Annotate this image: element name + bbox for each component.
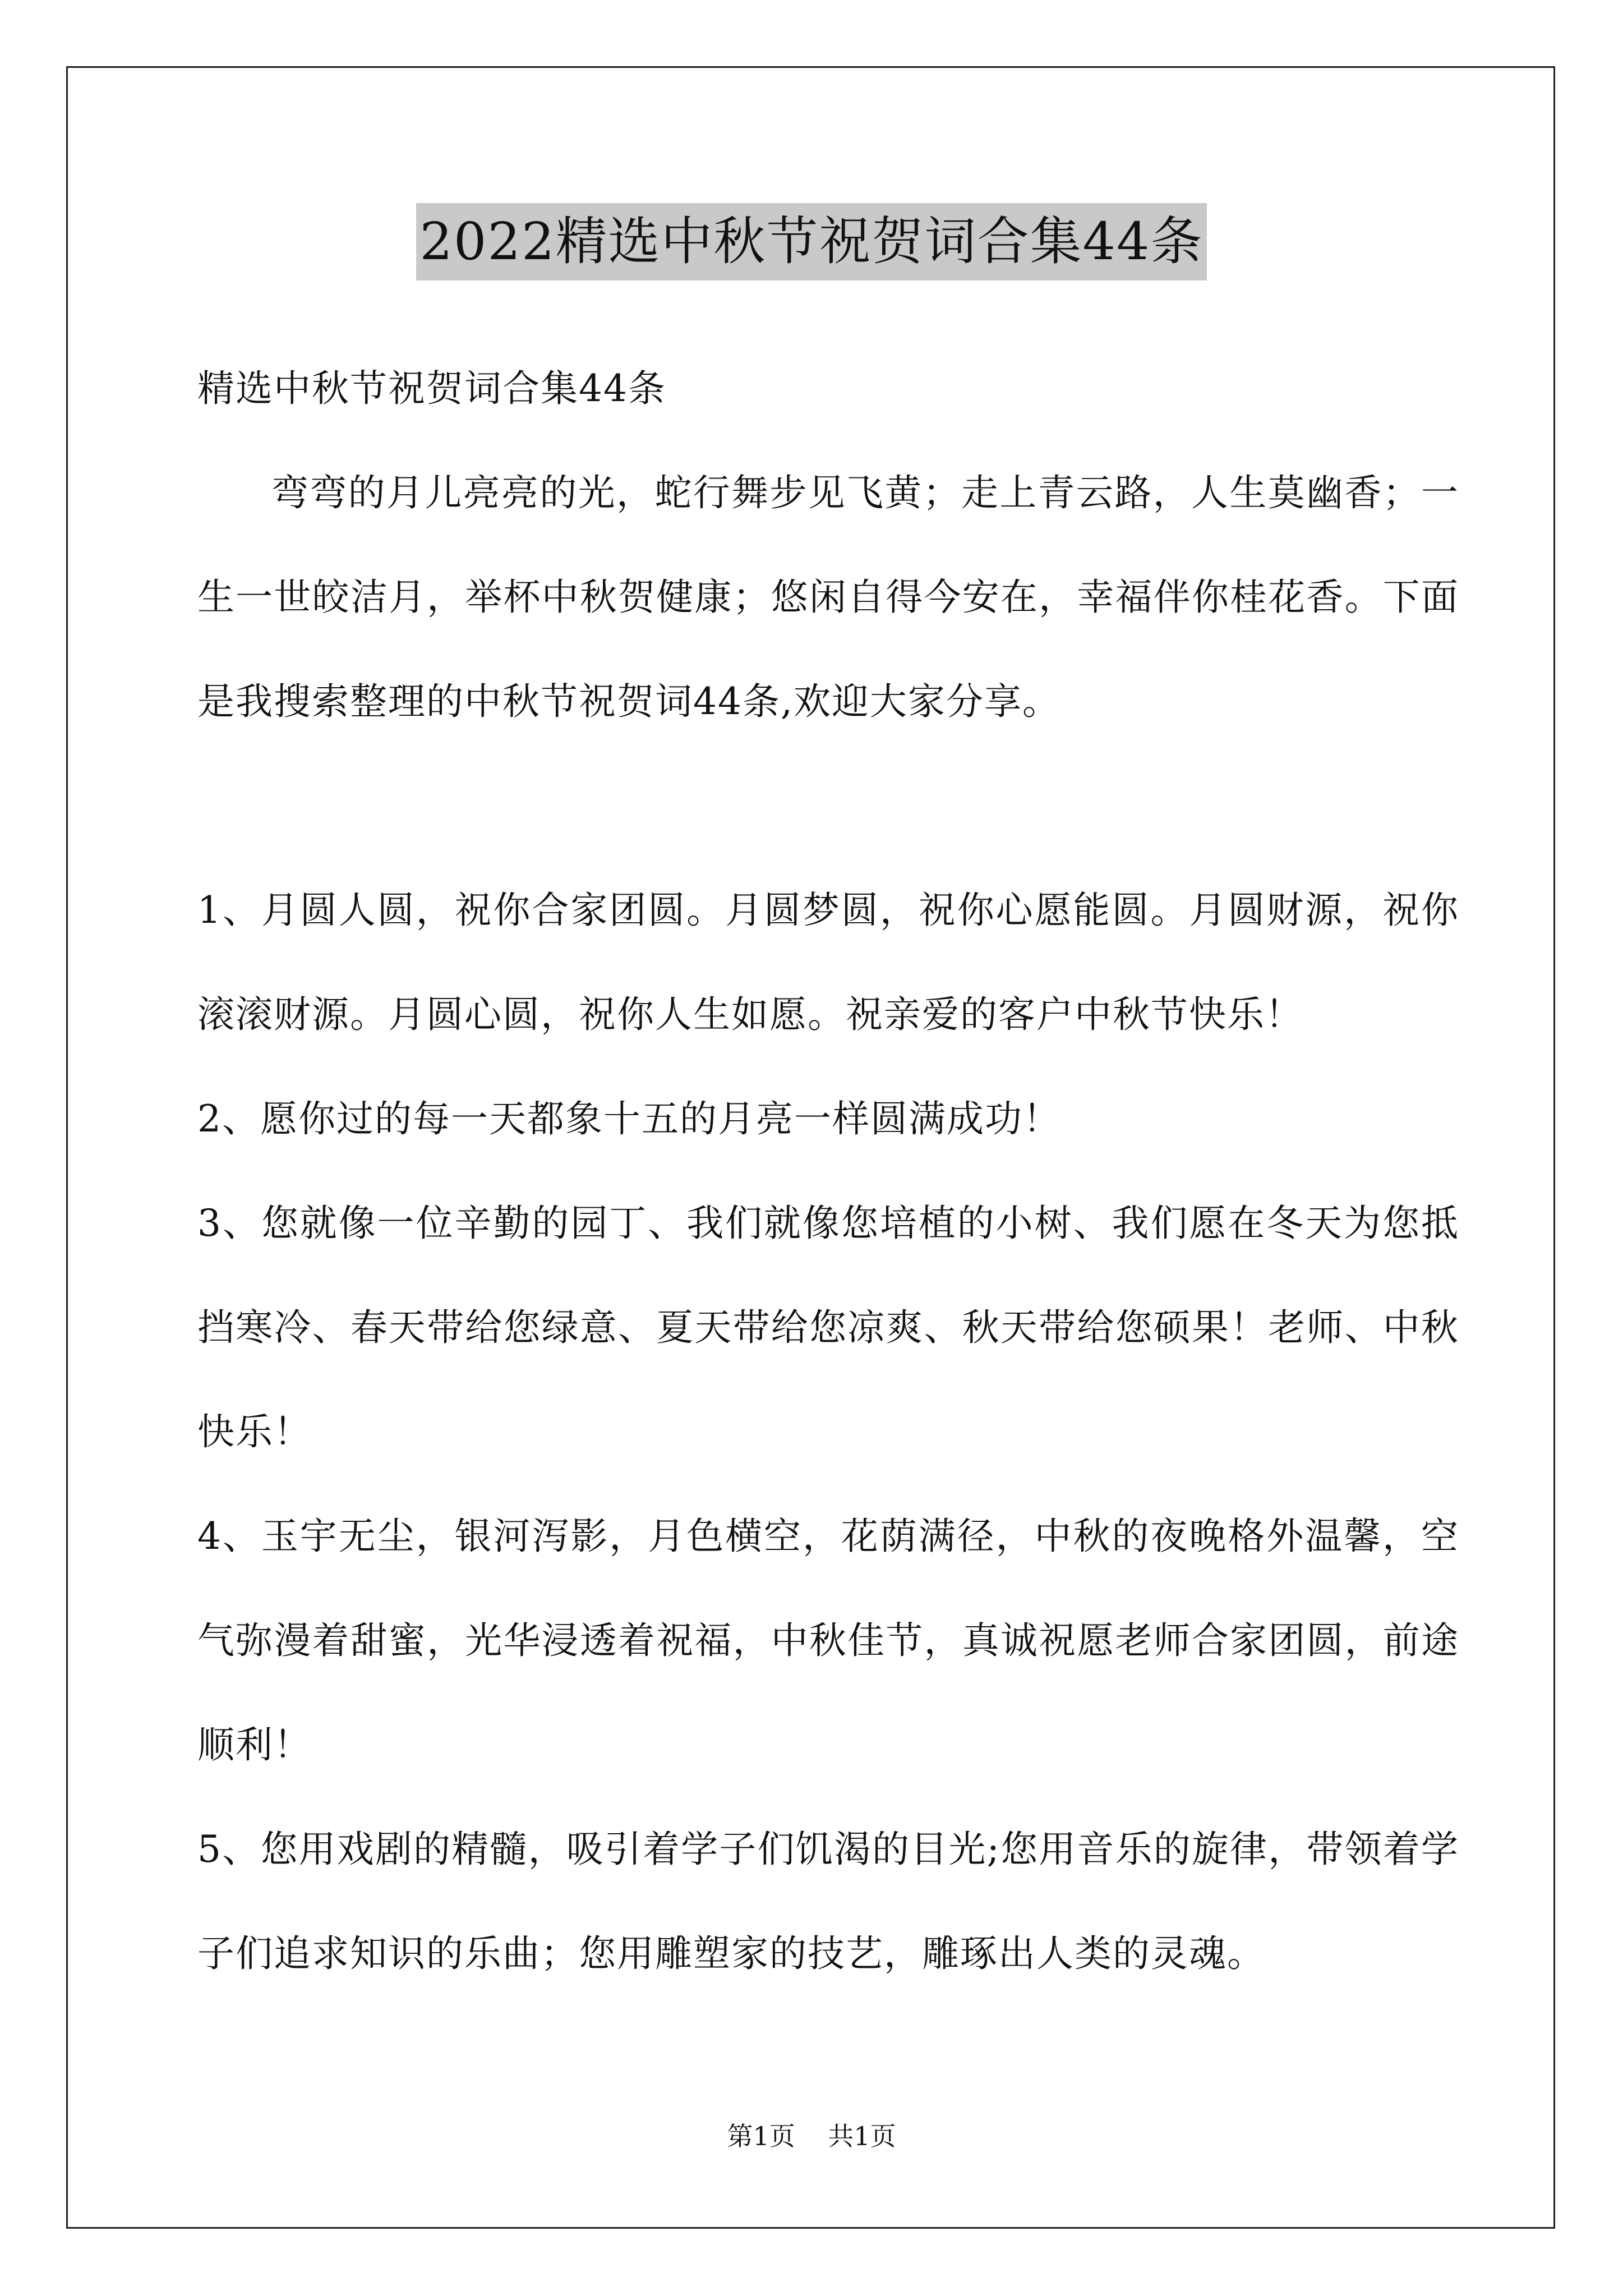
document-body: [197, 337, 1459, 2006]
document-title: 2022精选中秋节祝贺词合集44条: [416, 203, 1206, 280]
paragraph-spacer: [197, 754, 1459, 858]
intro-paragraph: 弯弯的月儿亮亮的光，蛇行舞步见飞黄；走上青云路，人生莫幽香；一生一世皎洁月，举杯中秋贺健康；悠闲自得今安在，幸福伴你桂花香。下面是我搜索整理的中秋节祝贺词44条,欢迎大家分享。: [197, 471, 1459, 723]
page-footer: 第1页 共1页: [727, 2121, 896, 2151]
document-subtitle: 精选中秋节祝贺词合集44条: [197, 367, 666, 410]
greeting-item: 2、愿你过的每一天都象十五的月亮一样圆满成功！: [197, 1097, 1061, 1140]
greeting-item: 1、月圆人圆，祝你合家团圆。月圆梦圆，祝你心愿能圆。月圆财源，祝你滚滚财源。月圆心圆，祝你人生如愿。祝亲爱的客户中秋节快乐！: [197, 889, 1459, 1036]
greeting-item: 4、玉宇无尘，银河泻影，月色横空，花荫满径，中秋的夜晚格外温馨，空气弥漫着甜蜜，光华浸透着祝福，中秋佳节，真诚祝愿老师合家团圆，前途顺利！: [197, 1515, 1459, 1766]
greeting-item: 5、您用戏剧的精髓，吸引着学子们饥渴的目光;您用音乐的旋律，带领着学子们追求知识的乐曲；您用雕塑家的技艺，雕琢出人类的灵魂。: [197, 1828, 1459, 1975]
greeting-item: 3、您就像一位辛勤的园丁、我们就像您培植的小树、我们愿在冬天为您抵挡寒冷、春天带给您绿意、夏天带给您凉爽、秋天带给您硕果！老师、中秋快乐！: [197, 1202, 1459, 1453]
title-container: [0, 203, 1623, 280]
